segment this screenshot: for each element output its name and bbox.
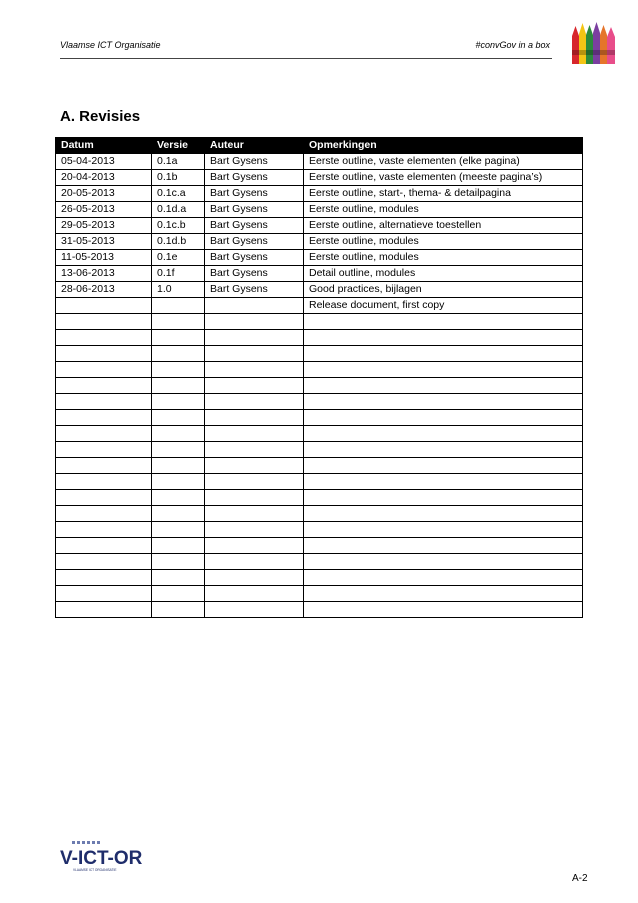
cell-datum bbox=[56, 330, 152, 346]
cell-opmerkingen bbox=[304, 410, 583, 426]
cell-auteur: Bart Gysens bbox=[205, 202, 304, 218]
table-row bbox=[56, 218, 583, 234]
cell-auteur bbox=[205, 522, 304, 538]
cell-auteur bbox=[205, 458, 304, 474]
column-header-datum: Datum bbox=[56, 138, 152, 154]
svg-text:VLAAMSE ICT ORGANISATIE: VLAAMSE ICT ORGANISATIE bbox=[73, 868, 117, 872]
cell-versie: 0.1c.b bbox=[152, 218, 205, 234]
cell-versie bbox=[152, 490, 205, 506]
cell-versie bbox=[152, 314, 205, 330]
cell-opmerkingen bbox=[304, 538, 583, 554]
table-row bbox=[56, 266, 583, 282]
cell-auteur: Bart Gysens bbox=[205, 186, 304, 202]
cell-opmerkingen bbox=[304, 362, 583, 378]
table-row bbox=[56, 330, 583, 346]
cell-versie bbox=[152, 362, 205, 378]
cell-auteur bbox=[205, 602, 304, 618]
table-row bbox=[56, 250, 583, 266]
cell-auteur bbox=[205, 506, 304, 522]
cell-opmerkingen bbox=[304, 490, 583, 506]
cell-opmerkingen bbox=[304, 554, 583, 570]
table-row bbox=[56, 298, 583, 314]
cell-versie: 0.1d.b bbox=[152, 234, 205, 250]
cell-datum bbox=[56, 474, 152, 490]
cell-datum bbox=[56, 298, 152, 314]
cell-versie bbox=[152, 330, 205, 346]
cell-auteur bbox=[205, 474, 304, 490]
cell-auteur bbox=[205, 330, 304, 346]
cell-datum bbox=[56, 538, 152, 554]
cell-opmerkingen bbox=[304, 458, 583, 474]
cell-opmerkingen: Eerste outline, start-, thema- & detailpagina bbox=[304, 186, 583, 202]
cell-datum bbox=[56, 522, 152, 538]
cell-auteur bbox=[205, 410, 304, 426]
cell-versie bbox=[152, 426, 205, 442]
cell-datum bbox=[56, 426, 152, 442]
cell-datum bbox=[56, 442, 152, 458]
cell-opmerkingen bbox=[304, 522, 583, 538]
cell-opmerkingen: Eerste outline, vaste elementen (elke pagina) bbox=[304, 154, 583, 170]
cell-versie: 0.1b bbox=[152, 170, 205, 186]
cell-versie bbox=[152, 346, 205, 362]
cell-auteur bbox=[205, 570, 304, 586]
cell-datum bbox=[56, 410, 152, 426]
table-row bbox=[56, 586, 583, 602]
cell-datum: 20-05-2013 bbox=[56, 186, 152, 202]
cell-opmerkingen bbox=[304, 314, 583, 330]
revision-table-body bbox=[56, 154, 583, 618]
table-row bbox=[56, 426, 583, 442]
table-row bbox=[56, 234, 583, 250]
cell-datum: 11-05-2013 bbox=[56, 250, 152, 266]
table-row bbox=[56, 346, 583, 362]
table-row bbox=[56, 602, 583, 618]
table-row bbox=[56, 314, 583, 330]
cell-auteur bbox=[205, 554, 304, 570]
cell-opmerkingen: Eerste outline, modules bbox=[304, 202, 583, 218]
cell-opmerkingen bbox=[304, 330, 583, 346]
cell-opmerkingen bbox=[304, 602, 583, 618]
cell-auteur: Bart Gysens bbox=[205, 266, 304, 282]
cell-versie bbox=[152, 474, 205, 490]
cell-opmerkingen bbox=[304, 474, 583, 490]
cell-opmerkingen bbox=[304, 378, 583, 394]
cell-auteur: Bart Gysens bbox=[205, 250, 304, 266]
cell-datum: 29-05-2013 bbox=[56, 218, 152, 234]
table-row bbox=[56, 554, 583, 570]
table-row bbox=[56, 394, 583, 410]
table-row bbox=[56, 490, 583, 506]
cell-versie bbox=[152, 602, 205, 618]
cell-auteur bbox=[205, 490, 304, 506]
cell-datum: 28-06-2013 bbox=[56, 282, 152, 298]
crayons-image bbox=[571, 20, 617, 66]
cell-auteur bbox=[205, 394, 304, 410]
cell-opmerkingen: Good practices, bijlagen bbox=[304, 282, 583, 298]
table-row bbox=[56, 362, 583, 378]
cell-datum bbox=[56, 490, 152, 506]
cell-datum bbox=[56, 554, 152, 570]
cell-datum: 20-04-2013 bbox=[56, 170, 152, 186]
cell-auteur bbox=[205, 378, 304, 394]
cell-versie: 1.0 bbox=[152, 282, 205, 298]
page-number: A-2 bbox=[572, 873, 588, 884]
table-row bbox=[56, 378, 583, 394]
cell-versie bbox=[152, 394, 205, 410]
svg-text:V-ICT-OR: V-ICT-OR bbox=[60, 848, 143, 869]
cell-datum bbox=[56, 346, 152, 362]
cell-versie bbox=[152, 410, 205, 426]
table-row bbox=[56, 538, 583, 554]
cell-opmerkingen: Eerste outline, modules bbox=[304, 250, 583, 266]
cell-versie: 0.1d.a bbox=[152, 202, 205, 218]
header-document-title: #convGov in a box bbox=[475, 40, 550, 50]
cell-auteur bbox=[205, 586, 304, 602]
cell-datum bbox=[56, 458, 152, 474]
cell-auteur bbox=[205, 426, 304, 442]
v-ict-or-logo bbox=[58, 840, 150, 874]
cell-opmerkingen bbox=[304, 442, 583, 458]
table-row bbox=[56, 282, 583, 298]
cell-datum: 31-05-2013 bbox=[56, 234, 152, 250]
table-row bbox=[56, 570, 583, 586]
cell-datum bbox=[56, 506, 152, 522]
table-header-row bbox=[56, 138, 583, 154]
table-row bbox=[56, 458, 583, 474]
table-row bbox=[56, 186, 583, 202]
cell-auteur bbox=[205, 362, 304, 378]
cell-auteur bbox=[205, 298, 304, 314]
cell-versie bbox=[152, 458, 205, 474]
cell-datum bbox=[56, 586, 152, 602]
cell-versie bbox=[152, 586, 205, 602]
cell-versie bbox=[152, 378, 205, 394]
cell-opmerkingen bbox=[304, 394, 583, 410]
cell-opmerkingen: Eerste outline, modules bbox=[304, 234, 583, 250]
section-title: A. Revisies bbox=[60, 108, 141, 125]
cell-versie bbox=[152, 554, 205, 570]
cell-datum bbox=[56, 314, 152, 330]
header-organisation: Vlaamse ICT Organisatie bbox=[60, 40, 161, 50]
cell-versie bbox=[152, 538, 205, 554]
column-header-opmerkingen: Opmerkingen bbox=[304, 138, 583, 154]
table-row bbox=[56, 410, 583, 426]
cell-auteur: Bart Gysens bbox=[205, 234, 304, 250]
cell-opmerkingen bbox=[304, 346, 583, 362]
cell-auteur bbox=[205, 538, 304, 554]
cell-auteur: Bart Gysens bbox=[205, 218, 304, 234]
cell-versie: 0.1c.a bbox=[152, 186, 205, 202]
cell-versie bbox=[152, 522, 205, 538]
page-header bbox=[60, 38, 552, 59]
cell-opmerkingen: Eerste outline, vaste elementen (meeste pagina’s) bbox=[304, 170, 583, 186]
cell-opmerkingen: Detail outline, modules bbox=[304, 266, 583, 282]
cell-versie bbox=[152, 298, 205, 314]
cell-datum: 26-05-2013 bbox=[56, 202, 152, 218]
cell-opmerkingen bbox=[304, 570, 583, 586]
cell-auteur bbox=[205, 346, 304, 362]
table-row bbox=[56, 506, 583, 522]
table-row bbox=[56, 154, 583, 170]
cell-opmerkingen bbox=[304, 426, 583, 442]
table-row bbox=[56, 474, 583, 490]
cell-versie bbox=[152, 506, 205, 522]
cell-versie: 0.1a bbox=[152, 154, 205, 170]
table-row bbox=[56, 522, 583, 538]
cell-datum bbox=[56, 570, 152, 586]
cell-opmerkingen bbox=[304, 586, 583, 602]
cell-datum: 05-04-2013 bbox=[56, 154, 152, 170]
cell-versie: 0.1f bbox=[152, 266, 205, 282]
cell-datum bbox=[56, 394, 152, 410]
cell-datum: 13-06-2013 bbox=[56, 266, 152, 282]
column-header-auteur: Auteur bbox=[205, 138, 304, 154]
table-row bbox=[56, 202, 583, 218]
table-row bbox=[56, 170, 583, 186]
cell-datum bbox=[56, 362, 152, 378]
cell-auteur: Bart Gysens bbox=[205, 282, 304, 298]
cell-auteur: Bart Gysens bbox=[205, 170, 304, 186]
cell-auteur bbox=[205, 442, 304, 458]
cell-auteur: Bart Gysens bbox=[205, 154, 304, 170]
revision-table bbox=[55, 137, 583, 618]
cell-auteur bbox=[205, 314, 304, 330]
cell-versie bbox=[152, 570, 205, 586]
table-row bbox=[56, 442, 583, 458]
cell-opmerkingen: Eerste outline, alternatieve toestellen bbox=[304, 218, 583, 234]
column-header-versie: Versie bbox=[152, 138, 205, 154]
cell-versie: 0.1e bbox=[152, 250, 205, 266]
cell-opmerkingen bbox=[304, 506, 583, 522]
cell-datum bbox=[56, 378, 152, 394]
cell-versie bbox=[152, 442, 205, 458]
cell-datum bbox=[56, 602, 152, 618]
cell-opmerkingen: Release document, first copy bbox=[304, 298, 583, 314]
